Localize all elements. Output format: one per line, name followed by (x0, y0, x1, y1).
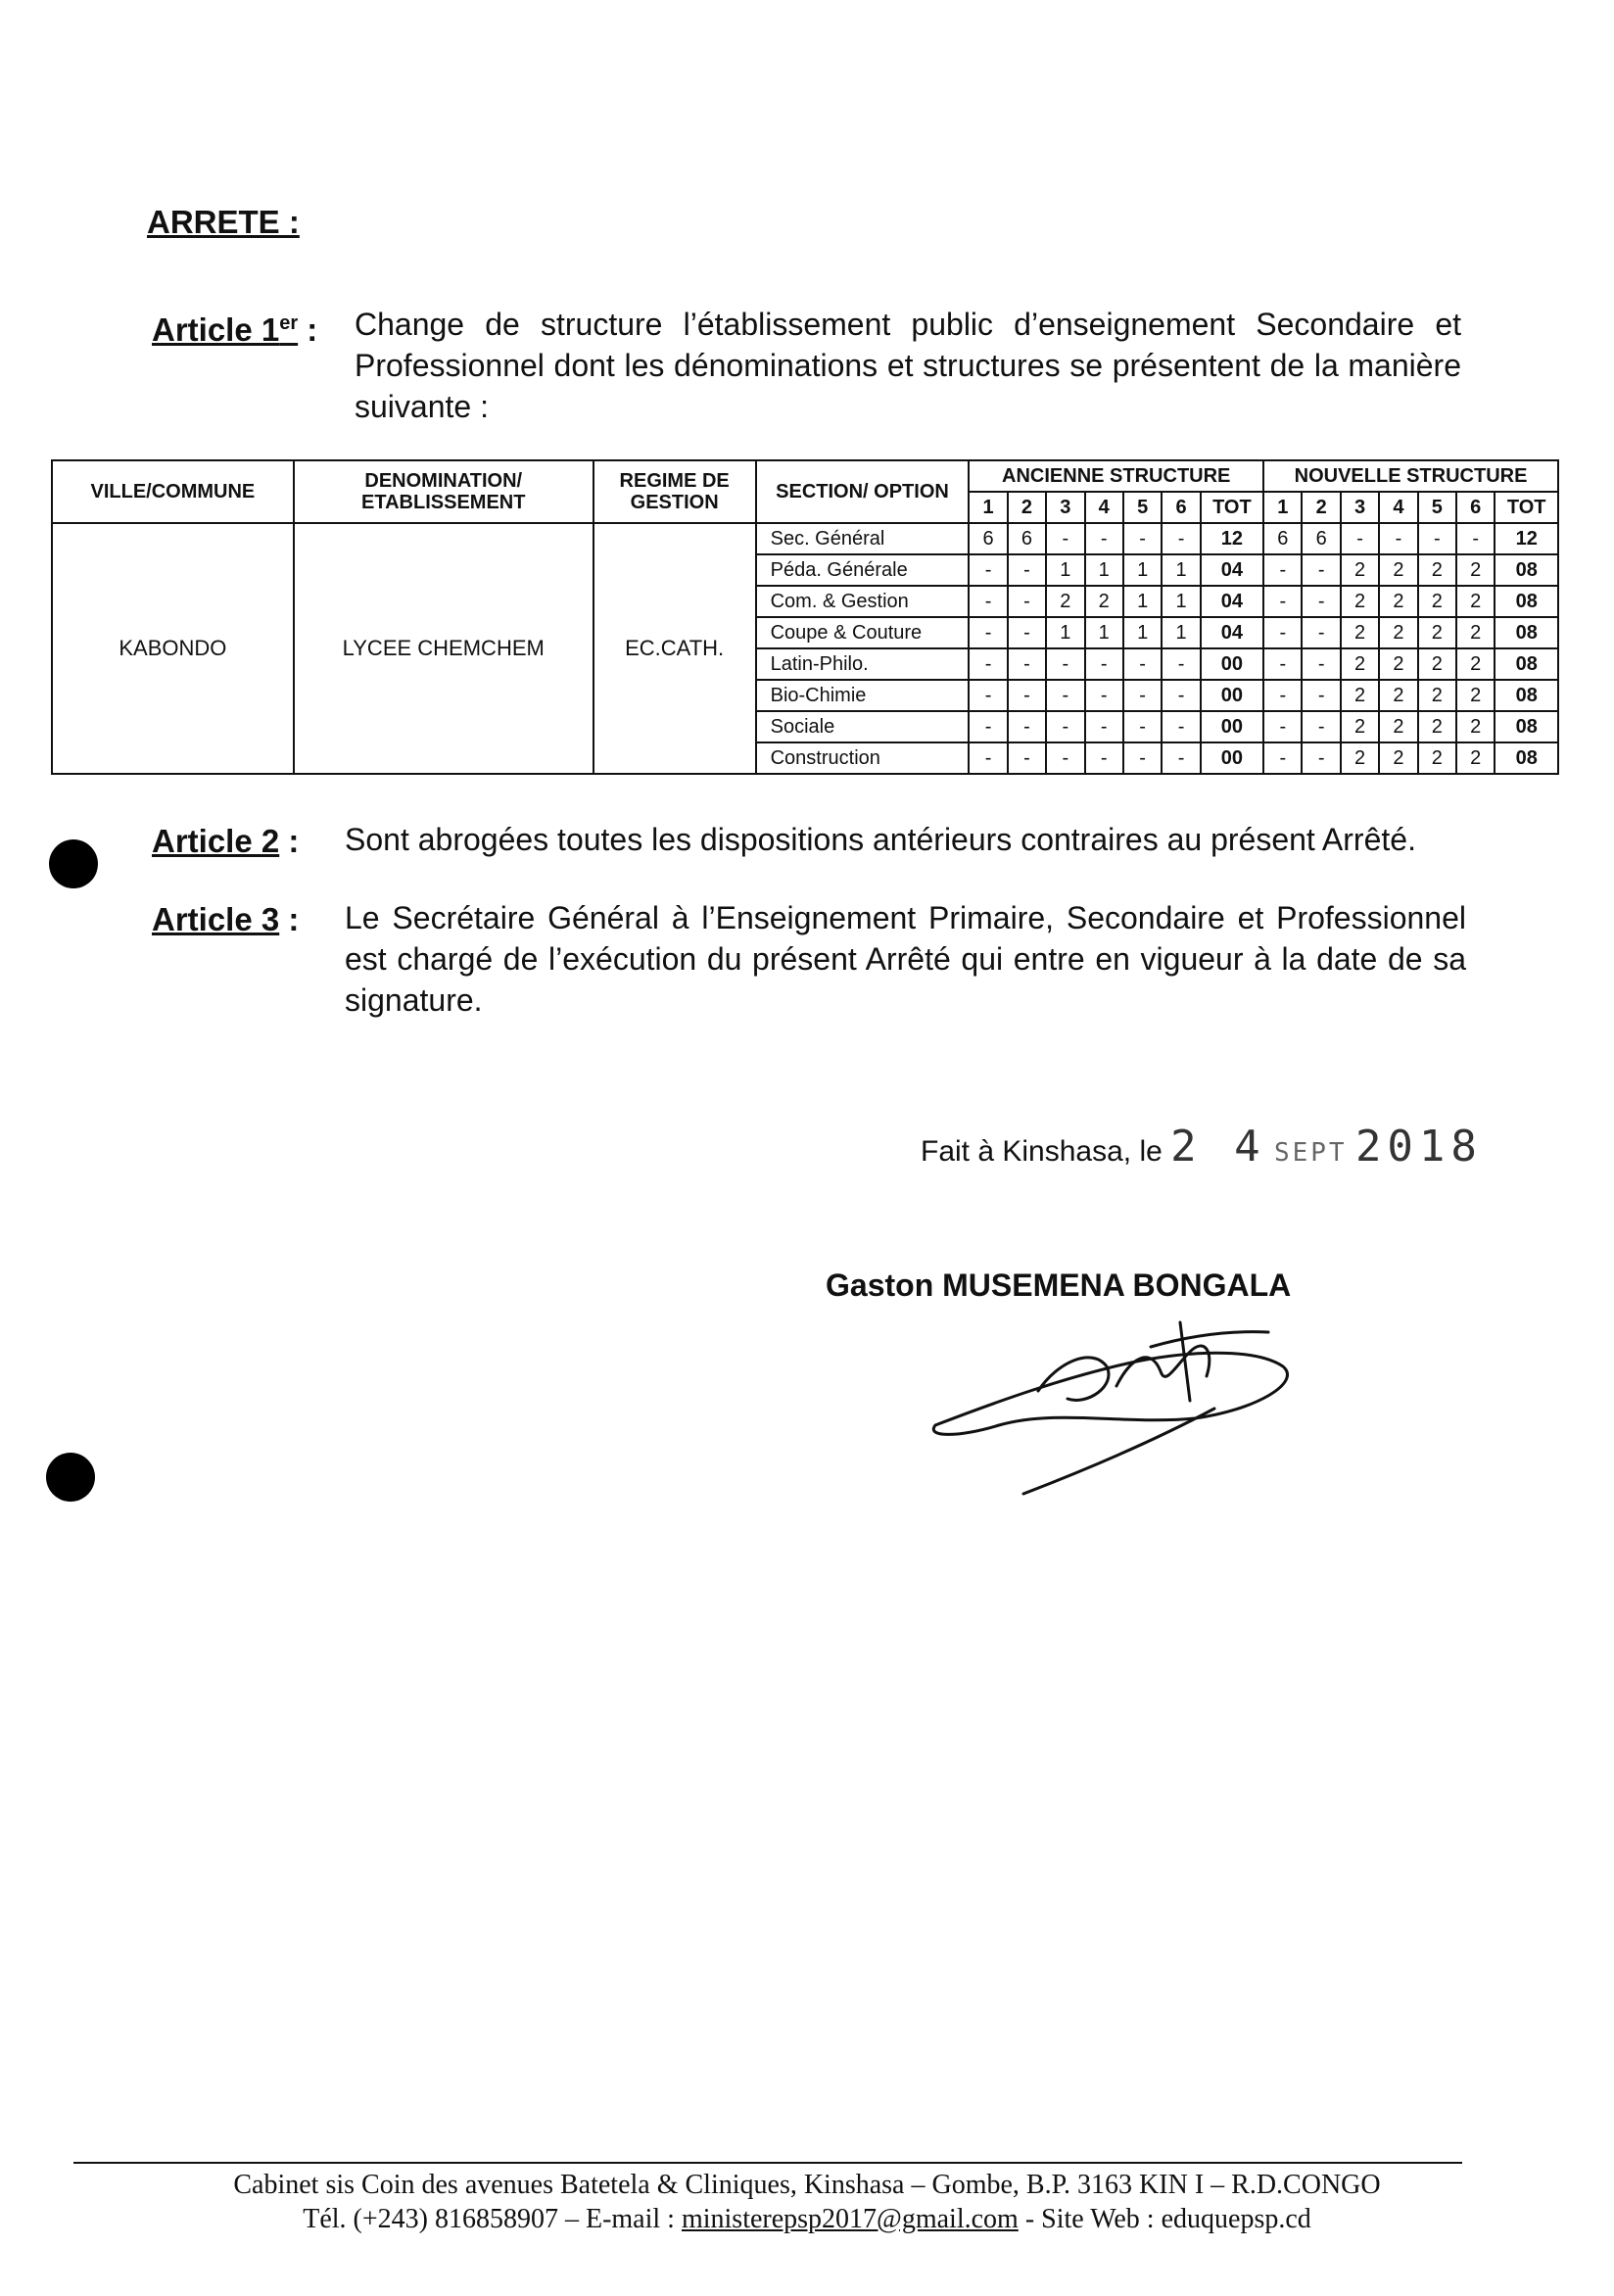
place-prefix: Fait à Kinshasa, le (921, 1135, 1163, 1168)
article-1-label-main: Article 1 (152, 311, 280, 348)
cell-ancienne-tot: 04 (1201, 554, 1263, 586)
cell-ancienne-value: - (1008, 586, 1046, 617)
article-2-label-main: Article 2 (152, 823, 280, 859)
header-year: 2 (1008, 492, 1046, 523)
header-year: 1 (1263, 492, 1302, 523)
date-stamp-month: SEPT (1273, 1138, 1348, 1168)
cell-ancienne-value: 1 (1085, 617, 1123, 648)
cell-ancienne-value: - (1046, 711, 1084, 742)
cell-ancienne-value: - (1008, 711, 1046, 742)
cell-ancienne-tot: 00 (1201, 648, 1263, 680)
cell-nouvelle-value: 6 (1302, 523, 1340, 554)
cell-nouvelle-value: 2 (1341, 711, 1379, 742)
header-regime: REGIME DE GESTION (593, 460, 756, 523)
cell-ancienne-value: - (969, 680, 1007, 711)
cell-nouvelle-value: - (1302, 617, 1340, 648)
cell-ancienne-value: 6 (1008, 523, 1046, 554)
header-year: 4 (1379, 492, 1417, 523)
cell-nouvelle-value: - (1302, 711, 1340, 742)
cell-nouvelle-value: 2 (1341, 742, 1379, 774)
article-1-label (152, 311, 317, 349)
date-stamp-day: 2 4 (1170, 1122, 1266, 1172)
date-stamp-year: 2018 (1354, 1122, 1483, 1172)
cell-ancienne-value: - (1008, 554, 1046, 586)
cell-ancienne-value: 1 (1046, 617, 1084, 648)
cell-nouvelle-value: 2 (1418, 711, 1456, 742)
cell-ancienne-value: - (1123, 742, 1162, 774)
article-3-text: Le Secrétaire Général à l’Enseignement Primaire, Secondaire et Professionnel est chargé de l’exécution du présent Arrêté qui entre en vigueur à la date de sa signature. (345, 900, 1466, 1018)
cell-ancienne-value: - (1085, 648, 1123, 680)
cell-nouvelle-tot: 08 (1495, 617, 1558, 648)
cell-ancienne-value: - (1162, 742, 1200, 774)
cell-ancienne-value: 1 (1085, 554, 1123, 586)
cell-ancienne-value: - (1123, 648, 1162, 680)
cell-ancienne-value: - (1008, 680, 1046, 711)
cell-ville: KABONDO (52, 523, 294, 774)
cell-ancienne-value: - (969, 711, 1007, 742)
cell-ancienne-value: - (969, 586, 1007, 617)
footer-email-link[interactable]: ministerepsp2017@gmail.com (681, 2204, 1019, 2234)
cell-nouvelle-value: - (1456, 523, 1495, 554)
cell-nouvelle-value: 2 (1379, 617, 1417, 648)
cell-nouvelle-value: 2 (1418, 586, 1456, 617)
header-year: 2 (1302, 492, 1340, 523)
header-year: 6 (1456, 492, 1495, 523)
cell-nouvelle-value: - (1263, 617, 1302, 648)
article-1-label-sup: er (279, 312, 299, 334)
article-3-label (152, 901, 299, 938)
cell-section: Latin-Philo. (756, 648, 970, 680)
footer-contact (0, 2204, 1614, 2235)
cell-ancienne-value: - (1162, 523, 1200, 554)
cell-ancienne-value: 1 (1162, 586, 1200, 617)
cell-nouvelle-value: 2 (1379, 586, 1417, 617)
cell-nouvelle-tot: 12 (1495, 523, 1558, 554)
cell-nouvelle-value: 2 (1379, 648, 1417, 680)
cell-nouvelle-value: - (1263, 742, 1302, 774)
cell-ancienne-tot: 00 (1201, 711, 1263, 742)
article-1-label-colon: : (298, 311, 318, 348)
cell-ancienne-value: 1 (1046, 554, 1084, 586)
cell-section: Bio-Chimie (756, 680, 970, 711)
cell-nouvelle-value: 2 (1341, 680, 1379, 711)
cell-nouvelle-tot: 08 (1495, 586, 1558, 617)
cell-nouvelle-value: 2 (1456, 648, 1495, 680)
cell-ancienne-tot: 12 (1201, 523, 1263, 554)
cell-section: Sociale (756, 711, 970, 742)
cell-ancienne-tot: 04 (1201, 617, 1263, 648)
cell-ancienne-value: - (1123, 680, 1162, 711)
header-year: 5 (1123, 492, 1162, 523)
signer-name: Gaston MUSEMENA BONGALA (826, 1268, 1292, 1303)
header-nouvelle: NOUVELLE STRUCTURE (1263, 460, 1558, 492)
cell-ancienne-value: - (1008, 617, 1046, 648)
cell-ancienne-value: - (969, 617, 1007, 648)
cell-ancienne-tot: 04 (1201, 586, 1263, 617)
header-year: 6 (1162, 492, 1200, 523)
cell-nouvelle-value: - (1263, 554, 1302, 586)
cell-ancienne-value: 2 (1046, 586, 1084, 617)
cell-nouvelle-tot: 08 (1495, 680, 1558, 711)
cell-nouvelle-value: 2 (1379, 680, 1417, 711)
cell-ancienne-value: 1 (1162, 617, 1200, 648)
footer-site: - Site Web : eduquepsp.cd (1024, 2204, 1311, 2234)
footer-rule (73, 2162, 1462, 2164)
cell-ancienne-value: - (1008, 742, 1046, 774)
cell-section: Coupe & Couture (756, 617, 970, 648)
cell-ancienne-value: 1 (1123, 617, 1162, 648)
cell-ancienne-tot: 00 (1201, 742, 1263, 774)
document-heading: ARRETE : (147, 204, 300, 240)
cell-nouvelle-value: - (1302, 680, 1340, 711)
cell-ancienne-value: - (1085, 523, 1123, 554)
cell-nouvelle-value: - (1263, 711, 1302, 742)
cell-nouvelle-value: 2 (1418, 648, 1456, 680)
header-year: 4 (1085, 492, 1123, 523)
table-row (52, 523, 1558, 554)
cell-nouvelle-value: 2 (1456, 586, 1495, 617)
article-2-text: Sont abrogées toutes les dispositions antérieurs contraires au présent Arrêté. (345, 822, 1416, 857)
cell-nouvelle-value: - (1341, 523, 1379, 554)
cell-nouvelle-value: 2 (1379, 554, 1417, 586)
header-year: 3 (1341, 492, 1379, 523)
cell-ancienne-value: - (1085, 680, 1123, 711)
article-2-label (152, 823, 299, 860)
cell-ancienne-value: - (969, 742, 1007, 774)
cell-nouvelle-tot: 08 (1495, 711, 1558, 742)
cell-nouvelle-value: - (1302, 742, 1340, 774)
cell-nouvelle-value: 2 (1341, 617, 1379, 648)
cell-ancienne-value: - (969, 554, 1007, 586)
cell-section: Péda. Générale (756, 554, 970, 586)
cell-ancienne-value: - (1046, 523, 1084, 554)
cell-ancienne-tot: 00 (1201, 680, 1263, 711)
footer-address: Cabinet sis Coin des avenues Batetela & Cliniques, Kinshasa – Gombe, B.P. 3163 KIN I – R.D.CONGO (233, 2170, 1381, 2200)
cell-ancienne-value: - (1162, 680, 1200, 711)
cell-nouvelle-value: - (1379, 523, 1417, 554)
cell-nouvelle-tot: 08 (1495, 648, 1558, 680)
bullet-mark (46, 1453, 95, 1502)
cell-ancienne-value: - (1162, 648, 1200, 680)
header-ancienne: ANCIENNE STRUCTURE (969, 460, 1263, 492)
article-1-text: Change de structure l’établissement public d’enseignement Secondaire et Professionnel dont les dénominations et structures se présentent de la manière suivante : (355, 307, 1461, 424)
cell-ancienne-value: - (1123, 711, 1162, 742)
cell-nouvelle-value: 6 (1263, 523, 1302, 554)
header-tot: TOT (1201, 492, 1263, 523)
cell-nouvelle-value: 2 (1341, 586, 1379, 617)
cell-nouvelle-value: 2 (1418, 742, 1456, 774)
footer-tel: Tél. (+243) 816858907 – E-mail : (303, 2204, 675, 2234)
table-body (52, 523, 1558, 774)
cell-nouvelle-value: - (1418, 523, 1456, 554)
table-header-row-1 (52, 460, 1558, 492)
cell-ancienne-value: 6 (969, 523, 1007, 554)
header-section: SECTION/ OPTION (756, 460, 970, 523)
cell-section: Com. & Gestion (756, 586, 970, 617)
cell-ancienne-value: - (1008, 648, 1046, 680)
cell-ancienne-value: - (1046, 680, 1084, 711)
cell-ancienne-value: 1 (1123, 554, 1162, 586)
cell-nouvelle-value: - (1302, 586, 1340, 617)
cell-nouvelle-value: 2 (1456, 742, 1495, 774)
cell-nouvelle-value: 2 (1418, 680, 1456, 711)
article-2-label-colon: : (279, 823, 300, 859)
header-denomination: DENOMINATION/ ETABLISSEMENT (294, 460, 593, 523)
cell-ancienne-value: - (1123, 523, 1162, 554)
cell-ancienne-value: - (1085, 711, 1123, 742)
cell-nouvelle-value: 2 (1456, 680, 1495, 711)
cell-nouvelle-value: - (1263, 680, 1302, 711)
cell-nouvelle-value: - (1263, 648, 1302, 680)
cell-section: Construction (756, 742, 970, 774)
article-3-label-colon: : (279, 901, 300, 937)
article-3-label-main: Article 3 (152, 901, 280, 937)
bullet-mark (49, 839, 98, 888)
cell-nouvelle-value: - (1302, 648, 1340, 680)
header-year: 1 (969, 492, 1007, 523)
cell-nouvelle-value: 2 (1456, 711, 1495, 742)
cell-nouvelle-value: 2 (1379, 742, 1417, 774)
cell-regime: EC.CATH. (593, 523, 756, 774)
cell-nouvelle-value: 2 (1418, 617, 1456, 648)
handwritten-signature (921, 1293, 1332, 1508)
cell-nouvelle-value: - (1302, 554, 1340, 586)
header-year: 3 (1046, 492, 1084, 523)
header-ville: VILLE/COMMUNE (52, 460, 294, 523)
cell-ancienne-value: - (1085, 742, 1123, 774)
cell-ancienne-value: - (1046, 742, 1084, 774)
cell-nouvelle-value: 2 (1379, 711, 1417, 742)
cell-ancienne-value: 2 (1085, 586, 1123, 617)
cell-nouvelle-value: 2 (1456, 617, 1495, 648)
header-year: 5 (1418, 492, 1456, 523)
cell-nouvelle-value: 2 (1418, 554, 1456, 586)
cell-ancienne-value: 1 (1123, 586, 1162, 617)
cell-ancienne-value: - (969, 648, 1007, 680)
cell-ancienne-value: - (1046, 648, 1084, 680)
cell-nouvelle-tot: 08 (1495, 742, 1558, 774)
cell-section: Sec. Général (756, 523, 970, 554)
cell-nouvelle-value: 2 (1341, 554, 1379, 586)
header-tot: TOT (1495, 492, 1558, 523)
cell-nouvelle-value: 2 (1456, 554, 1495, 586)
cell-nouvelle-value: 2 (1341, 648, 1379, 680)
cell-ancienne-value: - (1162, 711, 1200, 742)
structure-table (51, 459, 1559, 775)
cell-nouvelle-value: - (1263, 586, 1302, 617)
signature-date (921, 1122, 1483, 1172)
cell-etablissement: LYCEE CHEMCHEM (294, 523, 593, 774)
cell-ancienne-value: 1 (1162, 554, 1200, 586)
cell-nouvelle-tot: 08 (1495, 554, 1558, 586)
